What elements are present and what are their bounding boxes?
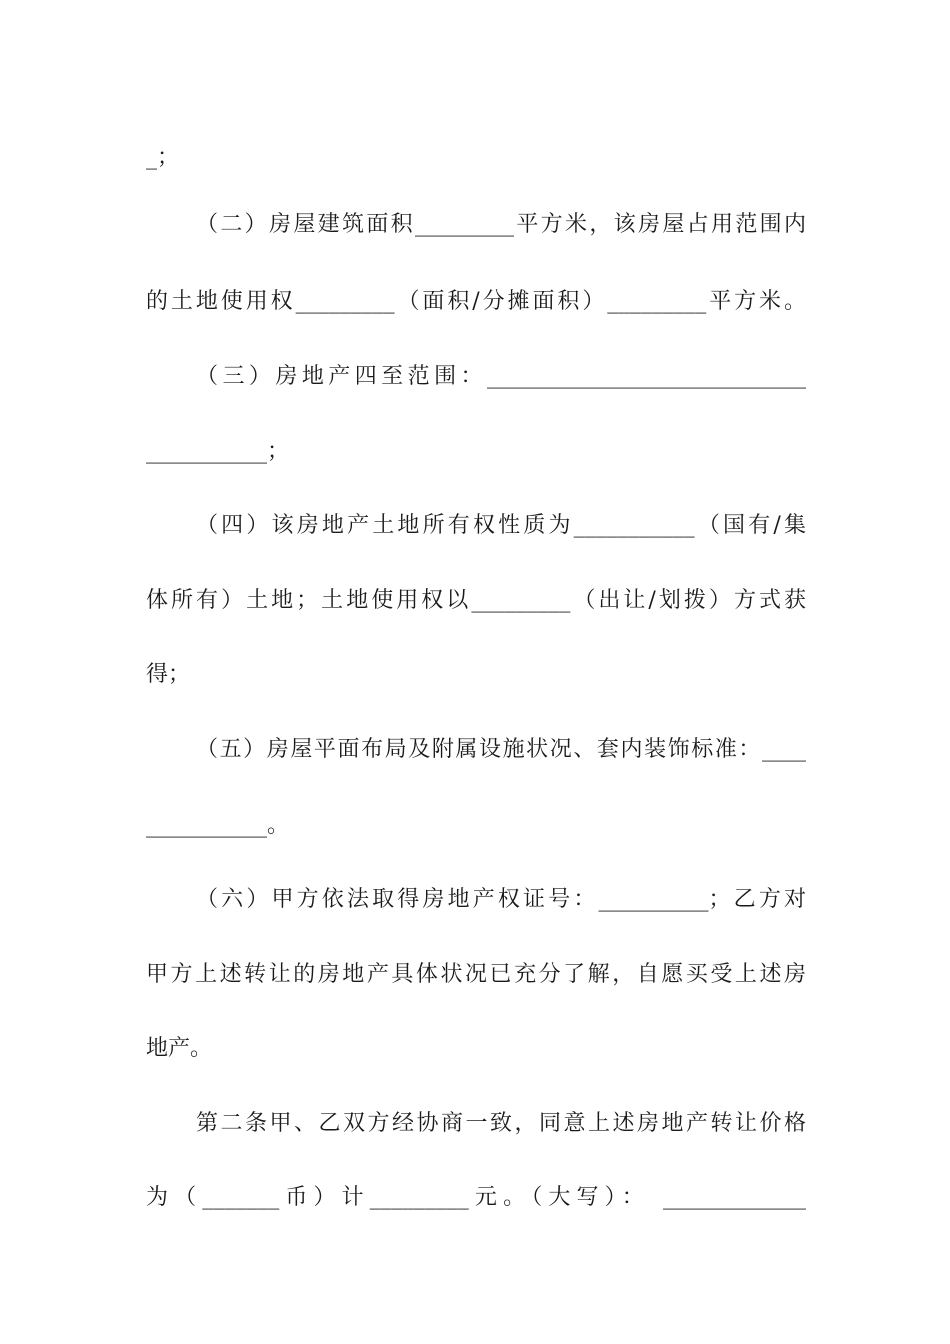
text-line-15: 为（_______币）计_________元。（大写）： _____________ bbox=[146, 1185, 806, 1210]
text-line-3: 的土地使用权_________（面积/分摊面积）_________平方米。 bbox=[146, 289, 806, 314]
text-line-13: 地产。 bbox=[146, 1036, 213, 1061]
text-line-14: 第二条甲、乙双方经协商一致，同意上述房地产转让价格 bbox=[196, 1111, 806, 1136]
text-line-6: （四）该房地产土地所有权性质为___________（国有/集 bbox=[196, 513, 806, 538]
text-line-8: 得； bbox=[146, 662, 191, 687]
text-line-2: （二）房屋建筑面积_________平方米，该房屋占用范围内 bbox=[196, 212, 806, 237]
text-line-5: ___________； bbox=[146, 439, 290, 464]
text-line-12: 甲方上述转让的房地产具体状况已充分了解，自愿买受上述房 bbox=[146, 962, 806, 987]
text-line-7: 体所有）土地；土地使用权以_________（出让/划拨）方式获 bbox=[146, 588, 806, 613]
text-line-10: ___________。 bbox=[146, 813, 290, 838]
text-line-4: （三）房地产四至范围：_____________________________ bbox=[196, 364, 806, 389]
text-line-9: （五）房屋平面布局及附属设施状况、套内装饰标准：____ bbox=[196, 737, 806, 762]
text-line-11: （六）甲方依法取得房地产权证号：__________；乙方对 bbox=[196, 887, 806, 912]
text-line-1: _； bbox=[146, 145, 180, 170]
